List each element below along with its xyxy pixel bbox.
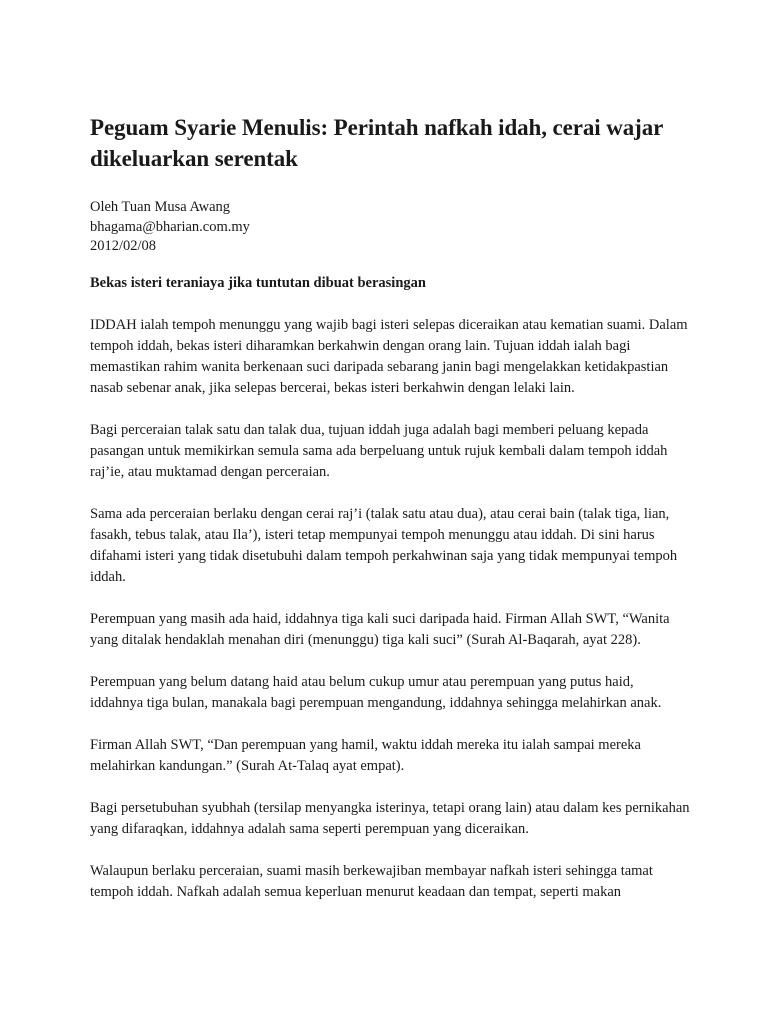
author-email: bhagama@bharian.com.my <box>90 218 250 235</box>
paragraph-4: Perempuan yang masih ada haid, iddahnya tiga kali suci daripada haid. Firman Allah SWT, “Wanita yang ditalak hendaklah menahan diri (menunggu) tiga kali suci” (Surah Al-Baqarah, ayat 228). <box>90 610 670 648</box>
article-subtitle: Bekas isteri teraniaya jika tuntutan dibuat berasingan <box>90 274 426 291</box>
article-meta <box>90 198 690 257</box>
article <box>90 112 690 924</box>
publish-date: 2012/02/08 <box>90 238 157 254</box>
paragraph-1: IDDAH ialah tempoh menunggu yang wajib bagi isteri selepas diceraikan atau kematian suami. Dalam tempoh iddah, bekas isteri diharamkan berkahwin dengan orang lain. Tujuan iddah ialah bagi memastikan rahim wanita berkenaan suci daripada sebarang janin bagi mengelakkan ketidakpastian nasab sebenar anak, jika selepas bercerai, bekas isteri berkahwin dengan lelaki lain. <box>90 316 688 396</box>
paragraph-7: Bagi persetubuhan syubhah (tersilap menyangka isterinya, tetapi orang lain) atau dalam kes pernikahan yang difaraqkan, iddahnya adalah sama seperti perempuan yang diceraikan. <box>90 799 690 837</box>
paragraph-6: Firman Allah SWT, “Dan perempuan yang hamil, waktu iddah mereka itu ialah sampai mereka melahirkan kandungan.” (Surah At-Talaq ayat empat). <box>90 736 641 774</box>
paragraph-8: Walaupun berlaku perceraian, suami masih berkewajiban membayar nafkah isteri sehingga tamat tempoh iddah. Nafkah adalah semua keperluan menurut keadaan dan tempat, seperti makan <box>90 862 653 900</box>
author-line: Oleh Tuan Musa Awang <box>90 199 231 215</box>
paragraph-5: Perempuan yang belum datang haid atau belum cukup umur atau perempuan yang putus haid, iddahnya tiga bulan, manakala bagi perempuan mengandung, iddahnya sehingga melahirkan anak. <box>90 673 662 711</box>
paragraph-2: Bagi perceraian talak satu dan talak dua, tujuan iddah juga adalah bagi memberi peluang kepada pasangan untuk memikirkan semula sama ada berpeluang untuk rujuk kembali dalam tempoh iddah raj’ie, atau muktamad dengan perceraian. <box>90 421 668 480</box>
paragraph-3: Sama ada perceraian berlaku dengan cerai raj’i (talak satu atau dua), atau cerai bain (talak tiga, lian, fasakh, tebus talak, atau Ila’), isteri tetap mempunyai tempoh menunggu atau iddah. Di sini harus difahami isteri yang tidak disetubuhi dalam tempoh perkahwinan saja yang tidak mempunyai tempoh iddah. <box>90 505 678 585</box>
article-title: Peguam Syarie Menulis: Perintah nafkah idah, cerai wajar dikeluarkan serentak <box>90 115 663 171</box>
